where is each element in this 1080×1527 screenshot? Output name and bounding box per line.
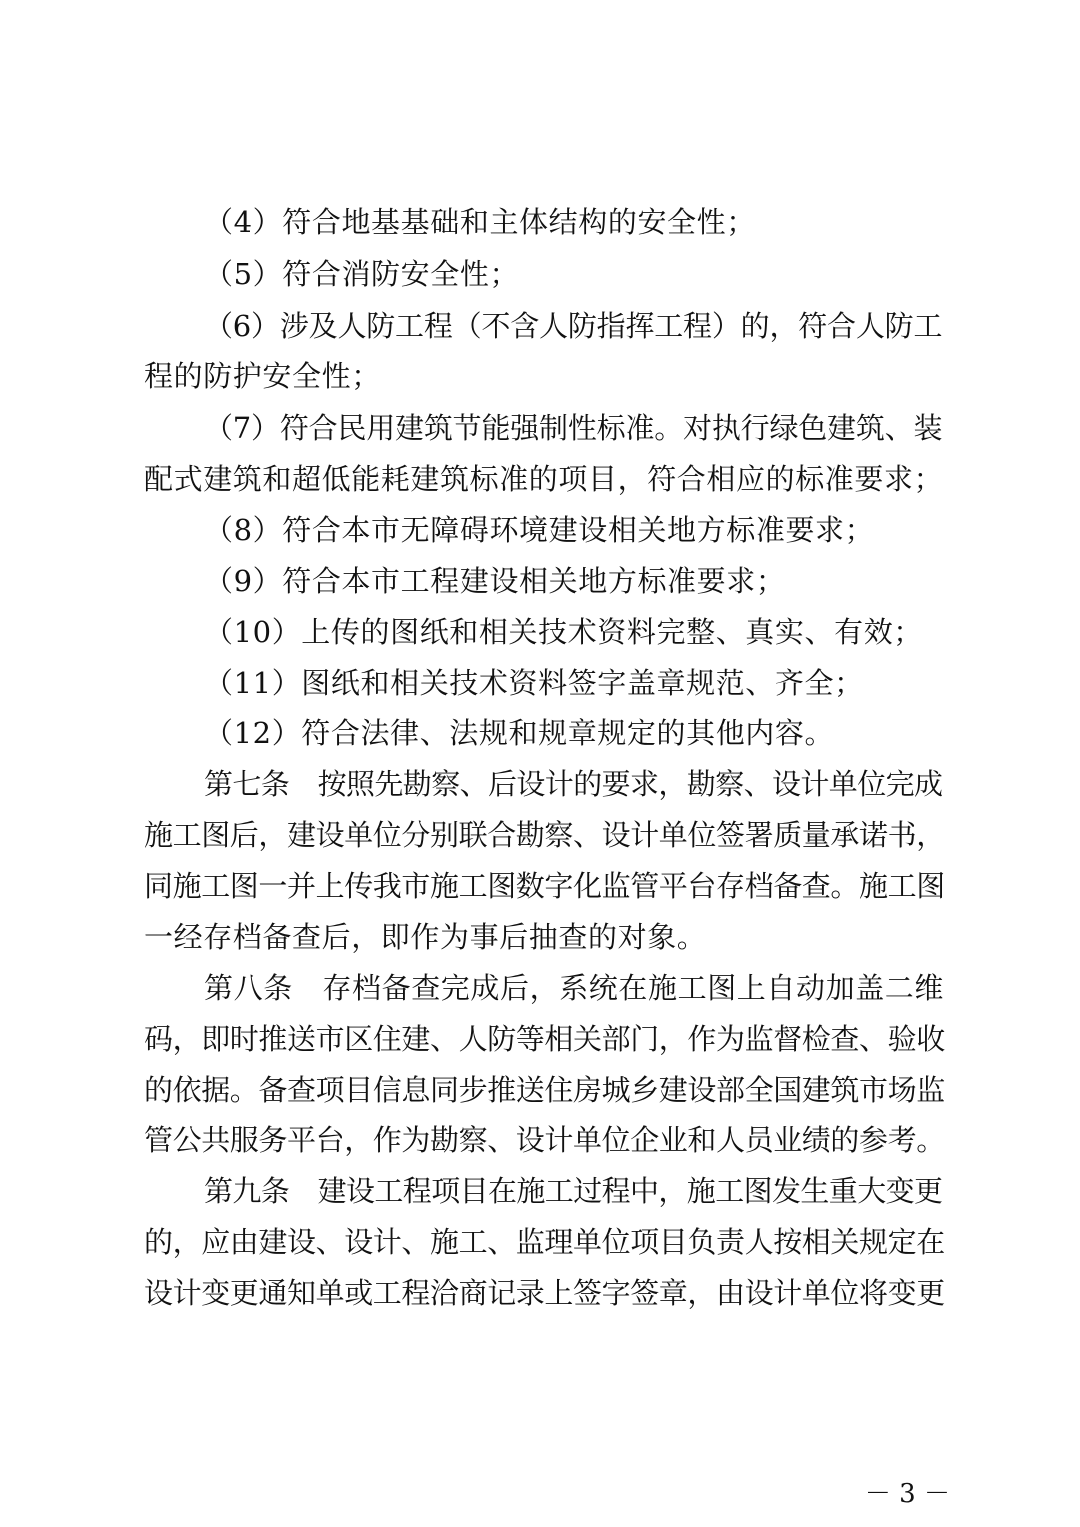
page-number: － 3 － [864, 1479, 950, 1509]
text-line: 的，应由建设、设计、施工、监理单位项目负责人按相关规定在 [144, 1225, 945, 1259]
text-line: 管公共服务平台，作为勘察、设计单位企业和人员业绩的参考。 [144, 1123, 945, 1157]
text-line: 的依据。备查项目信息同步推送住房城乡建设部全国建筑市场监 [144, 1073, 945, 1107]
text-line: 码，即时推送市区住建、人防等相关部门，作为监督检查、验收 [144, 1022, 945, 1056]
text-line: 设计变更通知单或工程洽商记录上签字签章，由设计单位将变更 [144, 1276, 945, 1310]
text-line: 配式建筑和超低能耗建筑标准的项目，符合相应的标准要求； [144, 462, 944, 496]
text-line: （4）符合地基基础和主体结构的安全性； [204, 205, 756, 239]
article-heading-line: 第七条 按照先勘察、后设计的要求，勘察、设计单位完成 [204, 767, 943, 801]
text-line: （9）符合本市工程建设相关地方标准要求； [204, 564, 786, 598]
text-line: 一经存档备查后，即作为事后抽查的对象。 [144, 920, 707, 954]
text-line: （5）符合消防安全性； [204, 257, 520, 291]
text-line: （10）上传的图纸和相关技术资料完整、真实、有效； [204, 615, 923, 649]
text-line: （11）图纸和相关技术资料签字盖章规范、齐全； [204, 666, 864, 700]
article-heading-line: 第八条 存档备查完成后，系统在施工图上自动加盖二维 [204, 971, 945, 1005]
text-line: 程的防护安全性； [144, 359, 381, 393]
text-line: （6）涉及人防工程（不含人防指挥工程）的，符合人防工 [204, 309, 943, 343]
text-line: （8）符合本市无障碍环境建设相关地方标准要求； [204, 513, 875, 547]
article-heading-line: 第九条 建设工程项目在施工过程中，施工图发生重大变更 [204, 1174, 943, 1208]
text-line: （7）符合民用建筑节能强制性标准。对执行绿色建筑、装 [204, 411, 943, 445]
text-line: 施工图后，建设单位分别联合勘察、设计单位签署质量承诺书， [144, 818, 945, 852]
text-line: 同施工图一并上传我市施工图数字化监管平台存档备查。施工图 [144, 869, 945, 903]
text-line: （12）符合法律、法规和规章规定的其他内容。 [204, 716, 835, 750]
